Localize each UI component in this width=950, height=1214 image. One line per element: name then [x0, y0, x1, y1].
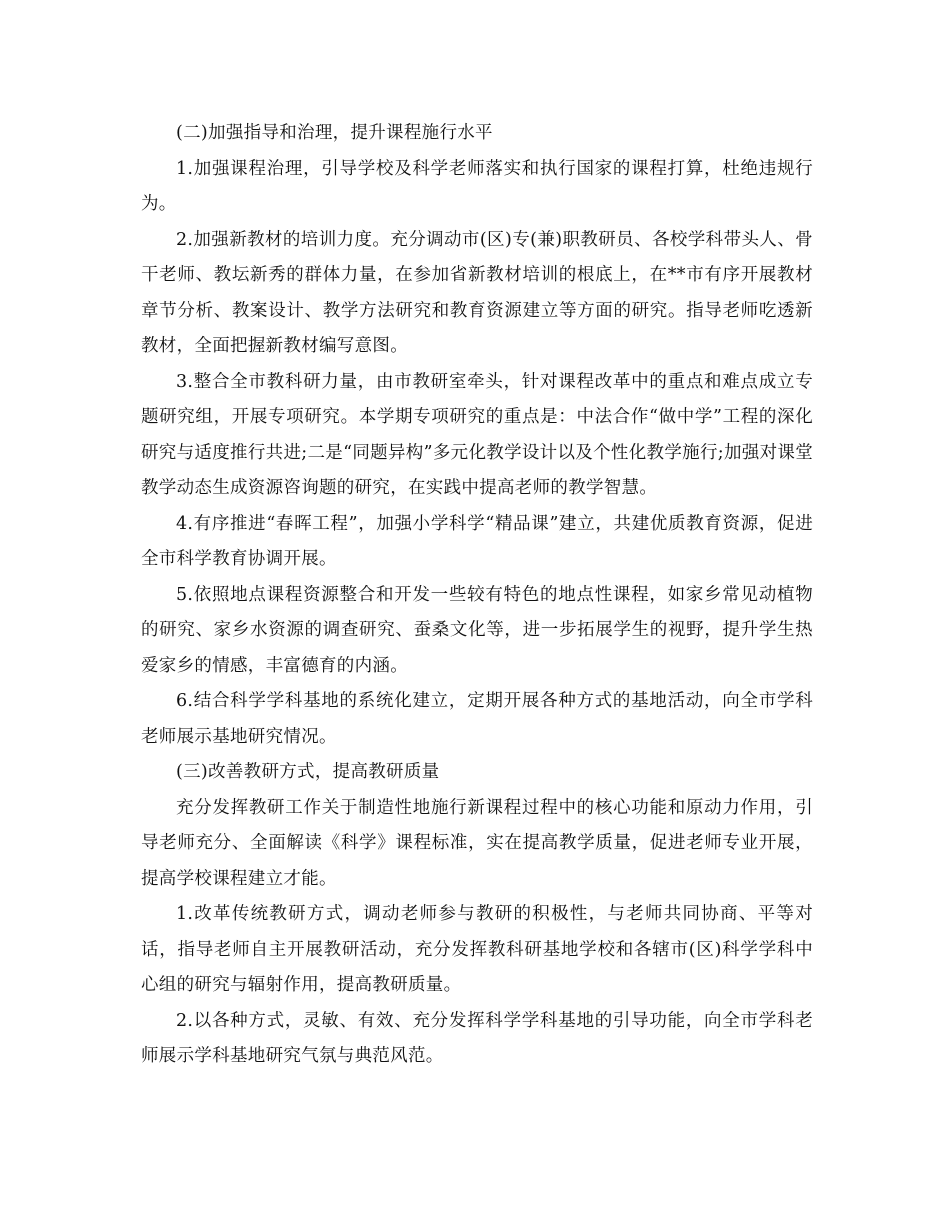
section-heading-3: (三)改善教研方式，提高教研质量	[176, 762, 440, 782]
paragraph-2-6: 6.结合科学学科基地的系统化建立，定期开展各种方式的基地活动，向全市学科老师展示基地研究情况。	[141, 691, 813, 747]
paragraph-2-5: 5.依照地点课程资源整合和开发一些较有特色的地点性课程，如家乡常见动植物的研究、家乡水资源的调查研究、蚕桑文化等，进一步拓展学生的视野，提升学生热爱家乡的情感，丰富德育的内涵。	[141, 584, 813, 676]
section-heading-2: (二)加强指导和治理，提升课程施行水平	[176, 123, 493, 143]
paragraph-3-2: 2.以各种方式，灵敏、有效、充分发挥科学学科基地的引导功能，向全市学科老师展示学科基地研究气氛与典范风范。	[141, 1010, 813, 1066]
paragraph-3-1: 1.改革传统教研方式，调动老师参与教研的积极性，与老师共同协商、平等对话，指导老师自主开展教研活动，充分发挥教科研基地学校和各辖市(区)科学学科中心组的研究与辐射作用，提高教研质量。	[141, 904, 813, 995]
document-body	[141, 116, 813, 1075]
paragraph-2-2: 2.加强新教材的培训力度。充分调动市(区)专(兼)职教研员、各校学科带头人、骨干老师、教坛新秀的群体力量，在参加省新教材培训的根底上，在**市有序开展教材章节分析、教案设计、教学方法研究和教育资源建立等方面的研究。指导老师吃透新教材，全面把握新教材编写意图。	[141, 229, 813, 356]
paragraph-2-4: 4.有序推进“春晖工程”，加强小学科学“精品课”建立，共建优质教育资源，促进全市科学教育协调开展。	[141, 513, 813, 569]
paragraph-2-3: 3.整合全市教科研力量，由市教研室牵头，针对课程改革中的重点和难点成立专题研究组，开展专项研究。本学期专项研究的重点是：中法合作“做中学”工程的深化研究与适度推行共进;二是“同题异构”多元化教学设计以及个性化教学施行;加强对课堂教学动态生成资源咨询题的研究，在实践中提高老师的教学智慧。	[141, 371, 813, 498]
paragraph-3-intro: 充分发挥教研工作关于制造性地施行新课程过程中的核心功能和原动力作用，引导老师充分、全面解读《科学》课程标准，实在提高教学质量，促进老师专业开展，提高学校课程建立才能。	[141, 797, 813, 889]
paragraph-2-1: 1.加强课程治理，引导学校及科学老师落实和执行国家的课程打算，杜绝违规行为。	[141, 158, 813, 214]
